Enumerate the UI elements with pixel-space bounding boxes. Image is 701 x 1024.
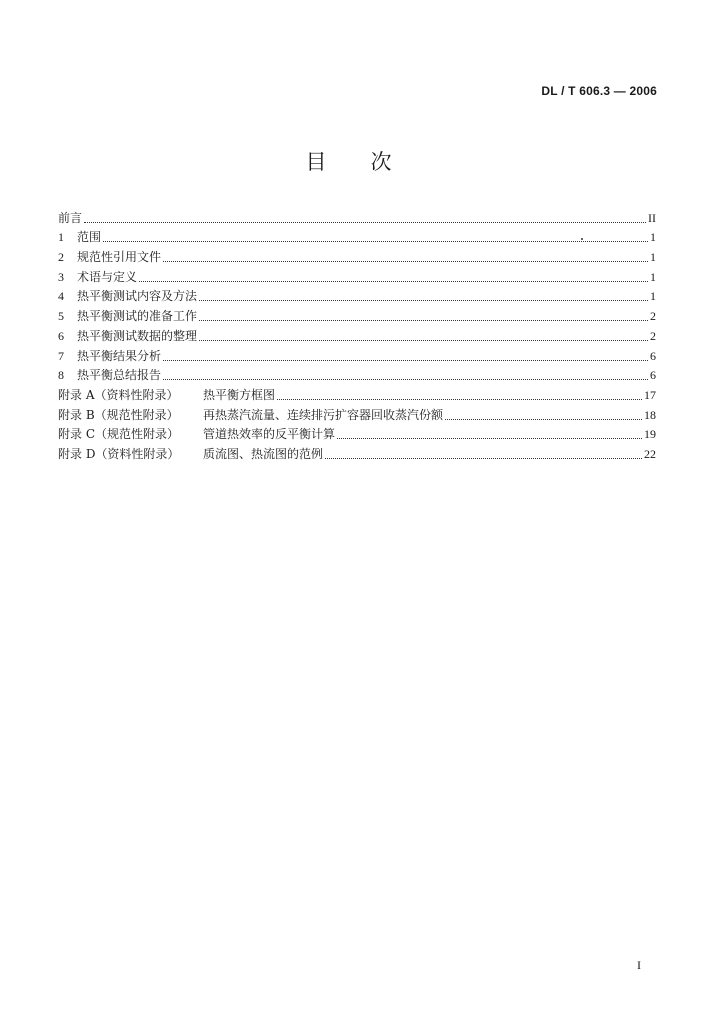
toc-entry-page: 1 [650, 269, 656, 284]
dot-leader [199, 320, 648, 321]
toc-entry[interactable] [58, 364, 656, 384]
toc-entry[interactable] [58, 285, 656, 305]
toc-entry-title: 热平衡方框图 [203, 387, 276, 402]
toc-entry-title: 前言 [58, 210, 83, 225]
toc-entry-number: 3 [58, 269, 64, 284]
toc-entry[interactable] [58, 206, 656, 226]
toc-entry-title: 热平衡总结报告 [77, 368, 162, 383]
toc-entry[interactable] [58, 383, 656, 403]
toc-entry-number: 7 [58, 348, 64, 363]
dot-leader [163, 360, 648, 361]
dot-leader [163, 261, 648, 262]
toc-entry-number: 8 [58, 368, 64, 383]
toc-entry[interactable] [58, 442, 656, 462]
toc-entry-page: 6 [650, 348, 656, 363]
toc-entry-title: 热平衡测试数据的整理 [77, 328, 198, 343]
dot-leader [445, 419, 642, 420]
toc-entry[interactable] [58, 245, 656, 265]
toc-entry-number: 4 [58, 289, 64, 304]
toc-entry-title: 热平衡结果分析 [77, 348, 162, 363]
dot-leader [103, 241, 648, 242]
toc-entry[interactable] [58, 324, 656, 344]
toc-entry-page: 6 [650, 368, 656, 383]
dot-leader [163, 379, 648, 380]
toc-entry-title: 规范性引用文件 [77, 250, 162, 265]
toc-entry-page: 2 [650, 309, 656, 324]
dot-leader [84, 222, 646, 223]
toc-entry-title: 管道热效率的反平衡计算 [203, 427, 336, 442]
toc-entry-title: 再热蒸汽流量、连续排污扩容器回收蒸汽份额 [203, 407, 444, 422]
toc-entry-title: 范围 [77, 230, 102, 245]
toc-entry-number: 6 [58, 328, 64, 343]
table-of-contents [58, 206, 656, 462]
toc-appendix-label: 附录 B（规范性附录） [58, 407, 179, 422]
toc-entry[interactable] [58, 403, 656, 423]
dot-leader [199, 300, 648, 301]
page-title: 目次 [305, 150, 436, 174]
toc-entry[interactable] [58, 344, 656, 364]
scan-speck [581, 238, 583, 240]
dot-leader [277, 399, 642, 400]
toc-appendix-label: 附录 A（资料性附录） [58, 387, 179, 402]
toc-entry-page: 17 [644, 387, 656, 402]
toc-appendix-label: 附录 C（规范性附录） [58, 427, 179, 442]
dot-leader [199, 340, 648, 341]
toc-entry[interactable] [58, 226, 656, 246]
toc-entry-page: 22 [644, 446, 656, 461]
toc-entry-page: 19 [644, 427, 656, 442]
toc-entry-title: 热平衡测试内容及方法 [77, 289, 198, 304]
toc-entry-number: 2 [58, 250, 64, 265]
toc-entry-page: 1 [650, 289, 656, 304]
toc-entry[interactable] [58, 265, 656, 285]
toc-entry-number: 5 [58, 309, 64, 324]
toc-entry-page: 2 [650, 328, 656, 343]
dot-leader [139, 281, 648, 282]
toc-entry-title: 质流图、热流图的范例 [203, 446, 324, 461]
toc-entry-page: 1 [650, 230, 656, 245]
toc-entry-page: 1 [650, 250, 656, 265]
toc-entry[interactable] [58, 423, 656, 443]
dot-leader [325, 458, 642, 459]
dot-leader [337, 438, 642, 439]
toc-entry-number: 1 [58, 230, 64, 245]
toc-entry-title: 热平衡测试的准备工作 [77, 309, 198, 324]
page-number: I [637, 958, 641, 972]
toc-appendix-label: 附录 D（资料性附录） [58, 446, 180, 461]
toc-entry-title: 术语与定义 [77, 269, 138, 284]
toc-entry[interactable] [58, 304, 656, 324]
toc-entry-page: 18 [644, 407, 656, 422]
document-code: DL / T 606.3 — 2006 [541, 84, 657, 98]
toc-entry-page: II [648, 210, 656, 225]
